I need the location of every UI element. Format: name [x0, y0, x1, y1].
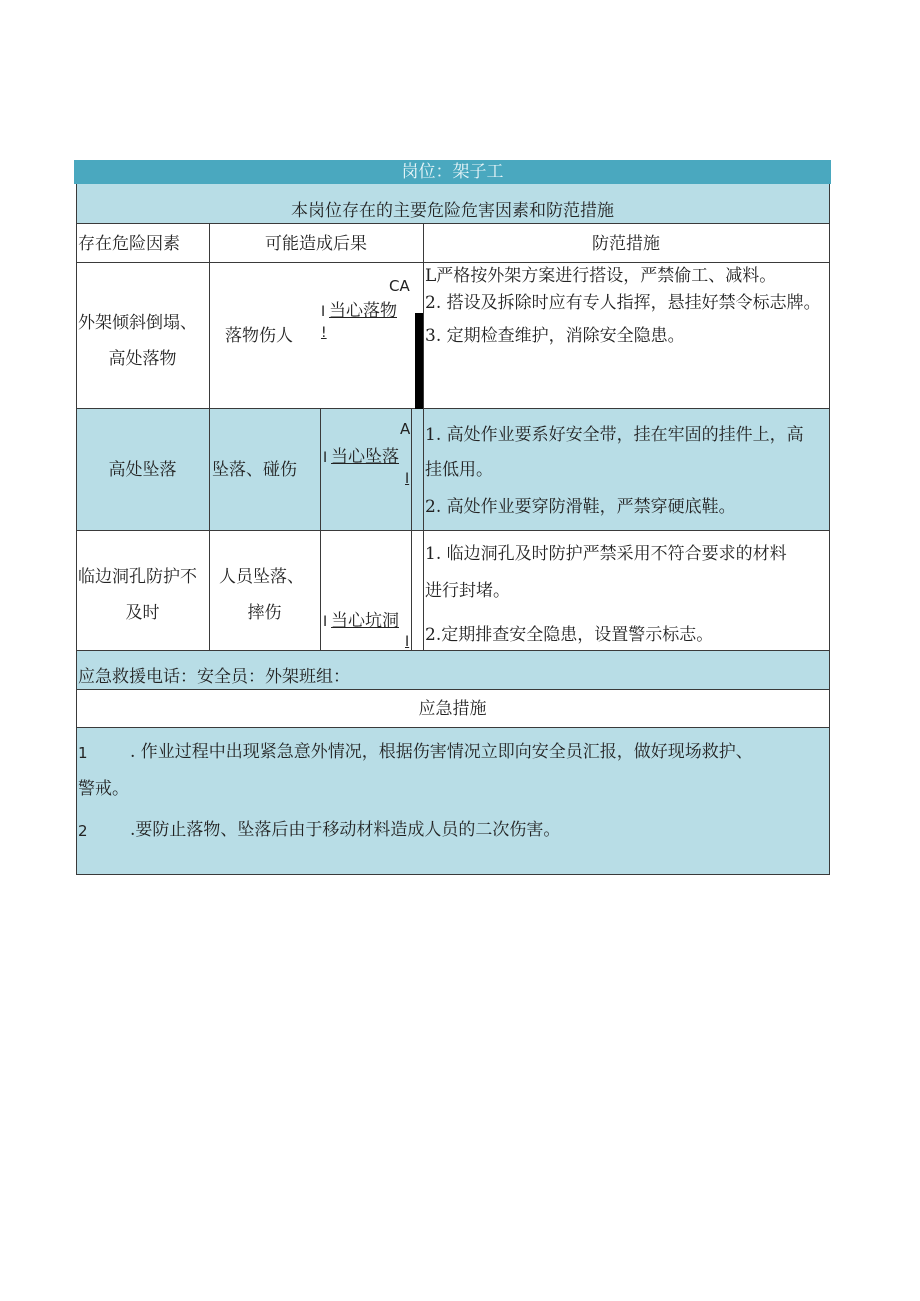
measure-1-2: 2. 搭设及拆除时应有专人指挥，悬挂好禁令标志牌。: [425, 293, 821, 313]
measure-3-1: 1. 临边洞孔及时防护严禁采用不符合要求的材料: [425, 544, 787, 564]
sign-falling-object: 当心落物: [329, 301, 397, 321]
col-divider-1: [209, 223, 210, 650]
divider-row2: [76, 530, 830, 531]
sign-code-a: A: [400, 420, 411, 438]
col-divider-2: [423, 223, 424, 650]
emergency-item-2-text: .要防止落物、坠落后由于移动材料造成人员的二次伤害。: [130, 820, 561, 840]
col-header-consequence: 可能造成后果: [265, 234, 367, 254]
sign-black-bar: [415, 313, 423, 409]
consequence-falling-object: 落物伤人: [225, 326, 293, 346]
measure-3-2: 进行封堵。: [425, 581, 510, 601]
hazard-high-fall: 高处坠落: [108, 460, 177, 480]
sign-prefix-3: I: [323, 614, 328, 630]
divider-row3: [76, 650, 830, 651]
hazard-edge-hole-line2: 及时: [125, 603, 160, 623]
emergency-item-2-num: 2: [78, 822, 88, 840]
consequence-fall-bruise: 坠落、碰伤: [212, 460, 297, 480]
table-border-bottom: [76, 874, 830, 875]
emergency-item-1-line1: . 作业过程中出现紧急意外情况，根据伤害情况立即向安全员汇报，做好现场救护、: [130, 742, 753, 762]
measure-2-2: 挂低用。: [425, 460, 493, 480]
sign-suffix-1: !: [321, 325, 327, 341]
divider-emergency-title: [76, 727, 830, 728]
sign-strip-line: [411, 409, 412, 650]
consequence-personnel-fall-line1: 人员坠落、: [219, 567, 304, 587]
emergency-phone: 应急救援电话：安全员：外架班组：: [78, 667, 350, 687]
measure-1-3: 3. 定期检查维护，消除安全隐患。: [425, 326, 685, 346]
measure-3-3: 2.定期排查安全隐患，设置警示标志。: [425, 625, 714, 645]
emergency-item-1-line2: 警戒。: [78, 779, 129, 799]
measure-2-1: 1. 高处作业要系好安全带，挂在牢固的挂件上，高: [425, 425, 804, 445]
hazard-collapse-line2: 高处落物: [108, 349, 177, 369]
divider-columns: [76, 262, 830, 263]
consequence-personnel-fall-line2: 摔伤: [247, 603, 282, 623]
sign-prefix-1: I: [321, 304, 326, 320]
col-header-hazard: 存在危险因素: [78, 234, 180, 254]
measure-2-3: 2. 高处作业要穿防滑鞋，严禁穿硬底鞋。: [425, 497, 736, 517]
col-divider-sign: [320, 409, 321, 650]
sign-falling: 当心坠落: [331, 447, 399, 467]
hazard-edge-hole-line1: 临边洞孔防护不: [78, 567, 197, 587]
measure-1-1: L严格按外架方案进行搭设，严禁偷工、减料。: [425, 266, 777, 286]
hazard-collapse-line1: 外架倾斜倒塌、: [78, 313, 197, 333]
divider-phone: [76, 689, 830, 690]
divider-row1: [76, 408, 830, 409]
sign-prefix-2: I: [323, 450, 328, 466]
emergency-item-1-num: 1: [78, 744, 88, 762]
section-title: 本岗位存在的主要危险危害因素和防范措施: [291, 201, 614, 221]
sign-suffix-3: I: [405, 634, 410, 650]
divider-header: [76, 223, 830, 224]
sign-suffix-2: I: [405, 471, 410, 487]
sign-code-ca: CA: [389, 277, 410, 295]
sign-pit: 当心坑洞: [331, 611, 399, 631]
col-header-measures: 防范措施: [592, 234, 660, 254]
post-title: 岗位：架子工: [401, 162, 504, 182]
emergency-title: 应急措施: [418, 699, 487, 719]
